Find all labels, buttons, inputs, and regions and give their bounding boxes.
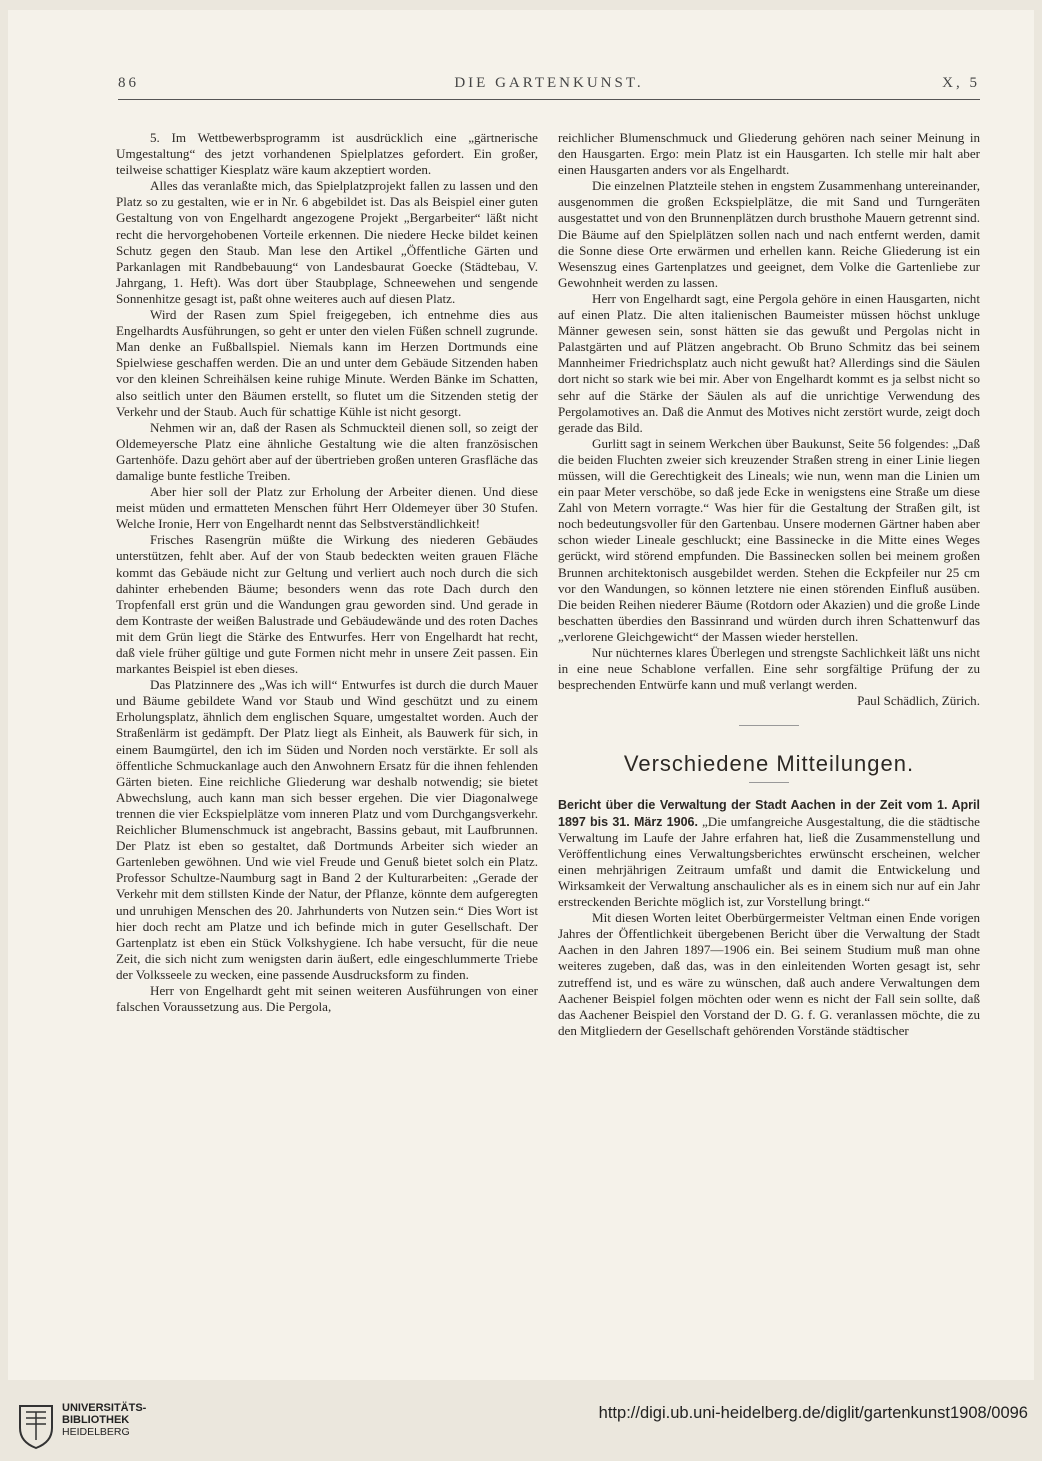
- paragraph: Herr von Engelhardt geht mit seinen weiteren Ausführungen von einer falschen Voraussetzung aus. Die Pergola,: [116, 982, 538, 1015]
- report-text: „Die umfangreiche Ausgestaltung, die die städtische Verwaltung im Laufe der Jahre erfahren hat, ließ die Zusammenstellung und Veröffentlichung eines Verwaltungsberichtes erwünscht erscheinen, welcher einen mehrjährigen Zeitraum umfaßt und damit die Entwickelung und Wirksamkeit der Verwaltung anschaulicher als es in einem sich nur auf ein Jahr erstreckenden Berichte möglich ist, zur Vorstellung bringt.“: [558, 813, 980, 910]
- right-column: [558, 130, 980, 1039]
- paragraph: Alles das veranlaßte mich, das Spielplatzprojekt fallen zu lassen und den Platz so zu gestalten, wie er in Nr. 6 abgebildet ist. Das als Beispiel einer guten Gestaltung von von Engelhardt angezogene Projekt „Bergarbeiter“ läßt nicht recht die hervorgehobenen Vorteile erkennen. Die niedere Hecke bildet keinen Schutz gegen den Staub. Man lese den Artikel „Öffentliche Gärten und Parkanlagen mit Randbebauung“ von Landesbaurat Goecke (Städtebau, V. Jahrgang, 1. Heft). Was dort über Staubplage, Schneewehen und sengende Sonnenhitze gesagt ist, paßt ohne weiteres auch auf diesen Platz.: [116, 178, 538, 306]
- author-signature: Paul Schädlich, Zürich.: [857, 693, 980, 709]
- report-paragraph: [558, 797, 980, 910]
- running-header: [118, 75, 980, 95]
- section-divider: [739, 725, 799, 726]
- section-divider: [749, 782, 789, 783]
- paragraph: Herr von Engelhardt sagt, eine Pergola gehöre in einen Hausgarten, nicht auf einen Platz. Die alten italienischen Baumeister müssen höchst unkluge Männer gewesen sein, sonst hätten sie das gewußt und Pergolas nicht in Palastgärten und auf Plätzen angebracht. Ob Bruno Schmitz das bei seinem Mannheimer Friedrichsplatz auch nicht gewußt hat? Allerdings sind die Säulen dort nicht so stark wie bei mir. Aber von Engelhardt kommt es ja selbst nicht so sehr auf die Stärke der Säulen als auf die unrichtige Verwendung des Pergolamotives an. Daß die Anmut des Motives nicht zerstört wurde, zeigt doch gerade das Bild.: [558, 290, 980, 435]
- paragraph: Gurlitt sagt in seinem Werkchen über Baukunst, Seite 56 folgendes: „Daß die beiden Fluchten zweier sich kreuzender Straßen streng in einer Linie liegen müssen, will die Gerechtigkeit des Lineals; wie nun, wenn man die Linien um ein paar Meter verschöbe, so daß jede Ecke in wenigstens eine Straße um diese Zahl von Metern vorragte.“ Was hier für die Gestaltung der Straßen gilt, ist noch bedeutungsvoller für den Gartenbau. Unsere modernen Gärtner haben aber schon wieder Lineale geschluckt; eine Bassinecke in die Mitte eines Weges gerückt, wird störend empfunden. Die Bassinecken sollen bei meinem großen Brunnen architektonisch ausgebildet werden. Stehen die Eckpfeiler nur 25 cm vor den Wandungen, so können letztere nie einen störenden Einfluß ausüben. Die beiden Reihen niederer Bäume (Rotdorn oder Akazien) und die große Linde beschatten überdies den Bassinrand und würden durch ihren Schattenwurf das „verlorene Gleichgewicht“ der Massen wieder herstellen.: [558, 435, 980, 644]
- paragraph: Die einzelnen Platzteile stehen in engstem Zusammenhang untereinander, ausgenommen die großen Eckspielplätze, die mit Sand und Turngeräten ausgestattet und von den Brunnenplätzen durch brusthohe Mauern getrennt sind. Die Bäume auf den Spielplätzen sollen nach und nach entfernt werden, damit die Sonne diese Orte erwärmen und erhellen kann. Reiche Gliederung ist ein Wesenszug eines Gartenplatzes und geeignet, dem Volke die Gartenliebe zur Gewohnheit werden zu lassen.: [558, 178, 980, 290]
- report-heading: Bericht über die Verwaltung der Stadt Aachen in der Zeit vom 1. April 1897 bis 31. März 1906.: [558, 798, 980, 829]
- journal-title: DIE GARTENKUNST.: [454, 75, 644, 91]
- volume-number: X, 5: [942, 75, 980, 91]
- paragraph: Das Platzinnere des „Was ich will“ Entwurfes ist durch die durch Mauer und Bäume gebildete Wand vor Staub und Wind geschützt und zu einem Erholungsplatz, ähnlich dem englischen Square, umgestaltet worden. Auch der Straßenlärm ist gedämpft. Der Platz liegt als Einheit, als Bauwerk für sich, in einem Baumgürtel, den ich im Süden und Norden noch verstärkte. Er soll als öffentliche Schmuckanlage auch den Anwohnern Ersatz für die ihnen fehlenden Gärten bieten. Eine reichliche Gliederung war deshalb notwendig; sie bietet Abwechslung, auch kann man sich besser ergehen. Die vier Diagonalwege trennen die vier Eckspielplätze vom inneren Platz und vom Durchgangsverkehr. Reichlicher Blumenschmuck ist angebracht, Bassins gebaut, mit Laufbrunnen. Der Platz ist eben so gestaltet, daß Dortmunds Arbeiter sich wieder an Gartenleben gewöhnen. Und wie viel Freude und Genuß bietet solch ein Platz. Professor Schultze-Naumburg sagt in Band 2 der Kulturarbeiten: „Gerade der Verkehr mit dem stillsten Kinde der Natur, der Pflanze, könnte dem aufgeregten und unruhigen Menschen des 20. Jahrhunderts von Nutzen sein.“ Dies Wort ist hier doch recht am Platze und ich befinde mich in guter Gesellschaft. Der Gartenplatz ist eben ein Stück Volkshygiene. Ich habe versucht, für die neue Zeit, die sich nicht zum wenigsten darin äußert, edle eingeschlummerte Triebe der Volksseele zu wecken, eine passende Ausdrucksform zu finden.: [116, 677, 538, 982]
- paragraph: Mit diesen Worten leitet Oberbürgermeister Veltman einen Ende vorigen Jahres der Öffentlichkeit übergebenen Bericht über die Verwaltung der Stadt Aachen in den Jahren 1897—1906 ein. Bei seinem Studium muß man ohne weiteres zugeben, daß das, was in den einleitenden Worten gesagt ist, sehr zutreffend ist, und es wäre zu wünschen, daß auch andere Verwaltungen dem Aachener Beispiel folgen möchten oder wenn es nicht der Fall sein sollte, daß das Aachener Beispiel den Vorstand der D. G. f. G. veranlassen möchte, die zu den Mitgliedern der Gesellschaft gehörenden Vorstände städtischer: [558, 910, 980, 1038]
- header-rule: [118, 99, 980, 100]
- paragraph: Aber hier soll der Platz zur Erholung der Arbeiter dienen. Und diese meist müden und ermatteten Menschen führt Herr Oldemeyer über 30 Stufen. Welche Ironie, Herr von Engelhardt nennt das Selbstverständlichkeit!: [116, 484, 538, 532]
- section-title: Verschiedene Mitteilungen.: [623, 751, 915, 777]
- footer-bar: [0, 1382, 1042, 1461]
- paragraph: Frisches Rasengrün müßte die Wirkung des niederen Gebäudes unterstützen, fehlt aber. Auf der von Staub bedeckten weiten grauen Fläche kommt das Gebäude nicht zur Geltung und verliert auch noch durch die sich dahinter erhebenden Bäume; besonders wenn das rote Dach durch den Tropfenfall erst grün und die Wandungen grau geworden sind. Und gerade in dem Kontraste der weißen Balustrade und Gebäudewände und des roten Daches mit dem Grün liegt die Stärke des Entwurfes. Herr von Engelhardt hat recht, daß viele früher gültige und gute Formen nicht mehr in unsere Zeit passen. Ein markantes Beispiel ist eben dieses.: [116, 532, 538, 677]
- paragraph-continuation: reichlicher Blumenschmuck und Gliederung gehören nach seiner Meinung in den Hausgarten. Ergo: mein Platz ist ein Hausgarten. Ich stelle mir halt aber einen Hausgarten anders vor als Engelhardt.: [558, 130, 980, 178]
- university-seal-icon: [16, 1398, 56, 1450]
- page-number: 86: [118, 75, 139, 91]
- paragraph: Nur nüchternes klares Überlegen und strengste Sachlichkeit läßt uns nicht in eine neue Schablone verfallen. Eine sehr sorgfältige Prüfung der zu besprechenden Entwürfe kann und muß verlangt werden.: [558, 645, 980, 693]
- paragraph: 5. Im Wettbewerbsprogramm ist ausdrücklich eine „gärtnerische Umgestaltung“ des jetzt vorhandenen Spielplatzes gefordert. Ein großer, teilweise schattiger Kiesplatz wäre kaum akzeptiert worden.: [116, 130, 538, 178]
- source-url-link[interactable]: http://digi.ub.uni-heidelberg.de/diglit/gartenkunst1908/0096: [598, 1404, 1028, 1422]
- library-name: UNIVERSITÄTS- BIBLIOTHEK HEIDELBERG: [62, 1402, 147, 1438]
- paragraph: Nehmen wir an, daß der Rasen als Schmuckteil dienen soll, so zeigt der Oldemeyersche Platz eine ähnliche Gestaltung wie die alten französischen Gartenhöfe. Dazu gehört aber auf der übertrieben großen unteren Grasfläche das damalige bunte festliche Treiben.: [116, 419, 538, 483]
- left-column: [116, 130, 538, 1015]
- paragraph: Wird der Rasen zum Spiel freigegeben, ich entnehme dies aus Engelhardts Ausführungen, so geht er unter den vielen Füßen schnell zugrunde. Man denke an Fußballspiel. Niemals kann im Herzen Dortmunds eine Spielwiese geschaffen werden. Die an und unter dem Gebäude Sitzenden haben vor den kleinen Schreihälsen keine ruhige Minute. Werden Bänke im Schatten, also seitlich unter den Bäumen erstellt, so flutet um die Sitzenden stetig der Verkehr und der Staub. Auch für schattige Kühle ist nicht gesorgt.: [116, 307, 538, 419]
